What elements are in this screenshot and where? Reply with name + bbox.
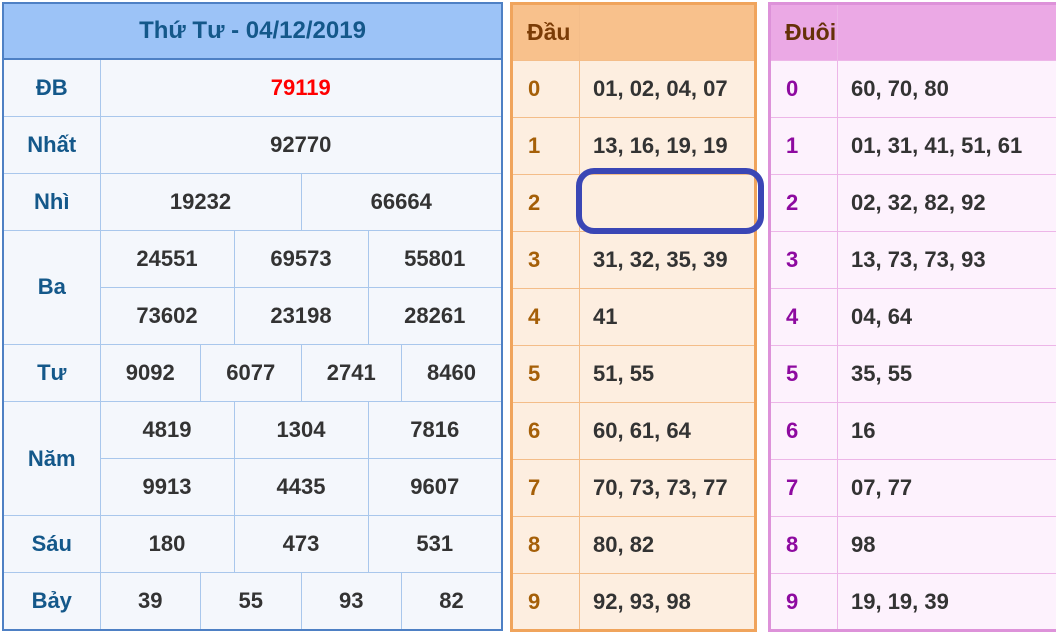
dau-row-4 — [512, 289, 756, 346]
digit-cell: 5 — [512, 346, 580, 403]
numbers-cell: 35, 55 — [838, 346, 1056, 403]
prize-row-nam-1 — [3, 402, 502, 459]
duoi-header-row — [770, 4, 1056, 61]
numbers-cell: 07, 77 — [838, 460, 1056, 517]
prize-row-db — [3, 59, 502, 116]
numbers-cell: 13, 16, 19, 19 — [580, 118, 756, 175]
duoi-row-9 — [770, 574, 1056, 631]
digit-cell: 0 — [512, 61, 580, 118]
prize-value: 9913 — [100, 459, 234, 516]
digit-cell: 5 — [770, 346, 838, 403]
duoi-row-0 — [770, 61, 1056, 118]
prize-value: 8460 — [402, 344, 503, 401]
prize-value: 1304 — [234, 402, 368, 459]
results-header-row — [3, 3, 502, 59]
prize-value: 6077 — [201, 344, 302, 401]
prize-label: Tư — [3, 344, 100, 401]
prize-value: 69573 — [234, 230, 368, 287]
prize-value: 19232 — [100, 173, 301, 230]
prize-value: 28261 — [368, 287, 502, 344]
numbers-cell: 02, 32, 82, 92 — [838, 175, 1056, 232]
duoi-row-7 — [770, 460, 1056, 517]
prize-label: Bảy — [3, 573, 100, 630]
dau-header-label: Đầu — [512, 4, 580, 61]
numbers-cell: 13, 73, 73, 93 — [838, 232, 1056, 289]
digit-cell: 2 — [512, 175, 580, 232]
numbers-cell: 98 — [838, 517, 1056, 574]
dau-header-row — [512, 4, 756, 61]
digit-cell: 6 — [512, 403, 580, 460]
digit-cell: 4 — [770, 289, 838, 346]
dau-row-7 — [512, 460, 756, 517]
duoi-row-5 — [770, 346, 1056, 403]
prize-value: 9092 — [100, 344, 201, 401]
prize-value: 39 — [100, 573, 201, 630]
prize-value-special: 79119 — [100, 59, 502, 116]
numbers-cell: 04, 64 — [838, 289, 1056, 346]
prize-value: 55 — [201, 573, 302, 630]
prize-value: 9607 — [368, 459, 502, 516]
digit-cell: 6 — [770, 403, 838, 460]
dau-row-8 — [512, 517, 756, 574]
prize-label: Sáu — [3, 516, 100, 573]
prize-value: 82 — [402, 573, 503, 630]
numbers-cell: 51, 55 — [580, 346, 756, 403]
duoi-row-1 — [770, 118, 1056, 175]
prize-row-tu — [3, 344, 502, 401]
prize-label: Năm — [3, 402, 100, 516]
digit-cell: 3 — [512, 232, 580, 289]
digit-cell: 2 — [770, 175, 838, 232]
prize-value: 23198 — [234, 287, 368, 344]
prize-row-nhat — [3, 116, 502, 173]
prize-value: 55801 — [368, 230, 502, 287]
numbers-cell: 60, 61, 64 — [580, 403, 756, 460]
prize-value: 4435 — [234, 459, 368, 516]
prize-row-sau — [3, 516, 502, 573]
prize-value: 73602 — [100, 287, 234, 344]
prize-label: ĐB — [3, 59, 100, 116]
prize-value: 473 — [234, 516, 368, 573]
dau-row-5 — [512, 346, 756, 403]
duoi-table-wrap — [768, 2, 1056, 632]
prize-label: Nhì — [3, 173, 100, 230]
prize-value: 66664 — [301, 173, 502, 230]
numbers-cell: 19, 19, 39 — [838, 574, 1056, 631]
duoi-row-2 — [770, 175, 1056, 232]
numbers-cell: 60, 70, 80 — [838, 61, 1056, 118]
prize-value: 93 — [301, 573, 402, 630]
prize-row-nhi — [3, 173, 502, 230]
numbers-cell: 80, 82 — [580, 517, 756, 574]
duoi-row-3 — [770, 232, 1056, 289]
numbers-cell: 01, 31, 41, 51, 61 — [838, 118, 1056, 175]
numbers-cell: 70, 73, 73, 77 — [580, 460, 756, 517]
prize-label: Nhất — [3, 116, 100, 173]
digit-cell: 9 — [770, 574, 838, 631]
prize-value: 7816 — [368, 402, 502, 459]
digit-cell: 9 — [512, 574, 580, 631]
dau-row-9 — [512, 574, 756, 631]
dau-table-wrap — [510, 2, 757, 632]
digit-cell: 7 — [770, 460, 838, 517]
duoi-row-8 — [770, 517, 1056, 574]
results-table — [2, 2, 503, 631]
numbers-cell: 41 — [580, 289, 756, 346]
numbers-cell: 01, 02, 04, 07 — [580, 61, 756, 118]
digit-cell: 8 — [512, 517, 580, 574]
duoi-header-spacer — [838, 4, 1056, 61]
numbers-cell: 31, 32, 35, 39 — [580, 232, 756, 289]
numbers-cell: 16 — [838, 403, 1056, 460]
prize-row-bay — [3, 573, 502, 630]
dau-row-6 — [512, 403, 756, 460]
results-title: Thứ Tư - 04/12/2019 — [3, 3, 502, 59]
dau-row-0 — [512, 61, 756, 118]
duoi-row-4 — [770, 289, 1056, 346]
dau-row-3 — [512, 232, 756, 289]
prize-value: 24551 — [100, 230, 234, 287]
digit-cell: 1 — [512, 118, 580, 175]
prize-row-ba-1 — [3, 230, 502, 287]
digit-cell: 1 — [770, 118, 838, 175]
prize-value: 180 — [100, 516, 234, 573]
prize-value: 4819 — [100, 402, 234, 459]
results-table-wrap — [2, 2, 503, 631]
dau-row-1 — [512, 118, 756, 175]
digit-cell: 3 — [770, 232, 838, 289]
duoi-row-6 — [770, 403, 1056, 460]
digit-cell: 4 — [512, 289, 580, 346]
numbers-cell: 92, 93, 98 — [580, 574, 756, 631]
highlight-annotation — [576, 168, 764, 234]
dau-table — [510, 2, 757, 632]
digit-cell: 8 — [770, 517, 838, 574]
duoi-table — [768, 2, 1056, 632]
prize-value: 92770 — [100, 116, 502, 173]
digit-cell: 0 — [770, 61, 838, 118]
prize-value: 2741 — [301, 344, 402, 401]
dau-header-spacer — [580, 4, 756, 61]
prize-value: 531 — [368, 516, 502, 573]
prize-label: Ba — [3, 230, 100, 344]
duoi-header-label: Đuôi — [770, 4, 838, 61]
digit-cell: 7 — [512, 460, 580, 517]
